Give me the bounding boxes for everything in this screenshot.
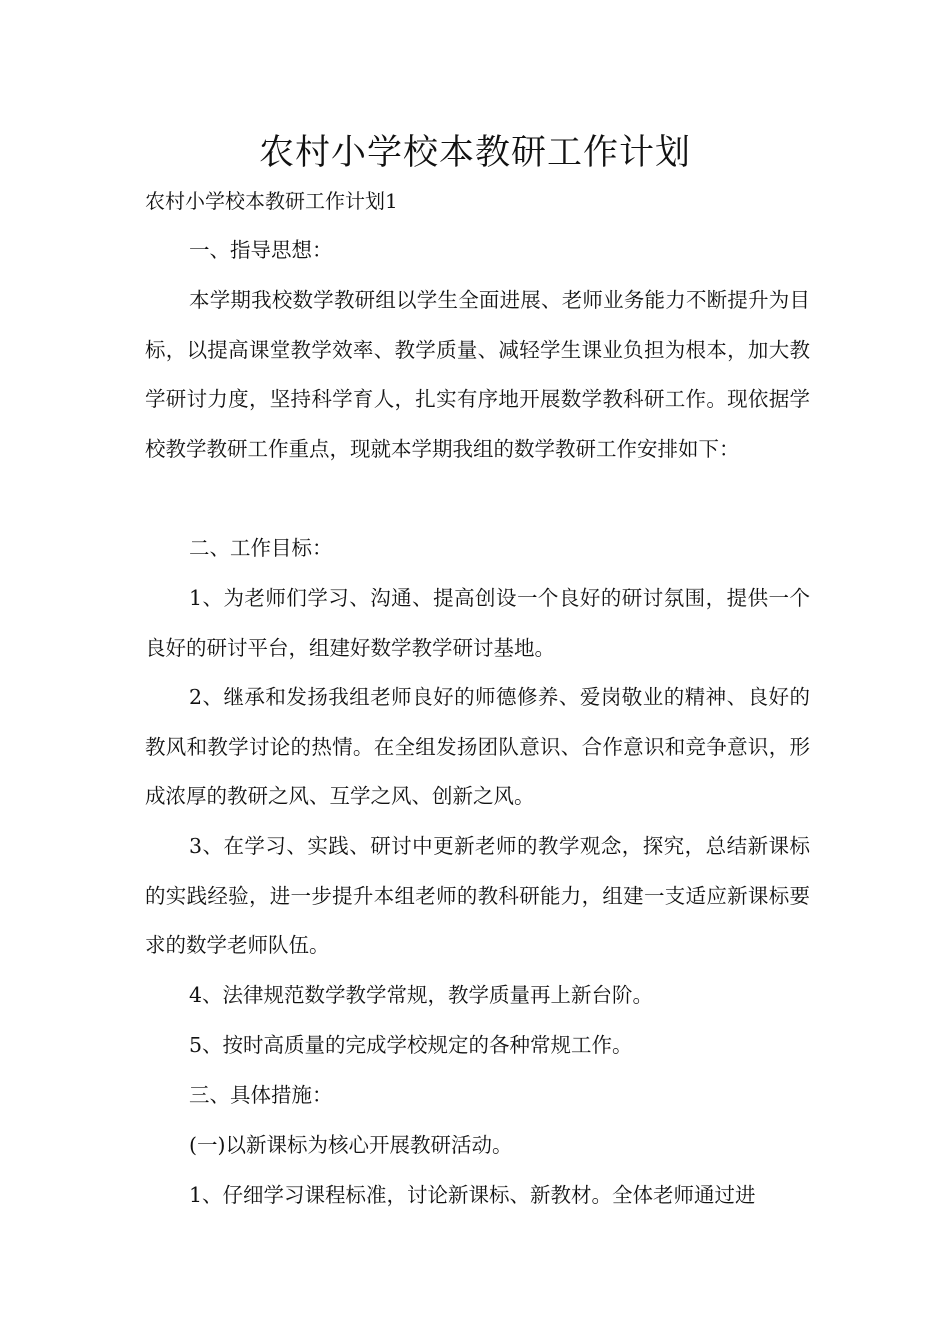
paragraph-goal-1: 1、为老师们学习、沟通、提高创设一个良好的研讨氛围，提供一个良好的研讨平台，组建好数学教学研讨基地。 xyxy=(145,586,810,660)
paragraph-guiding-body: 本学期我校数学教研组以学生全面进展、老师业务能力不断提升为目标，以提高课堂教学效率、教学质量、减轻学生课业负担为根本，加大教学研讨力度，坚持科学育人，扎实有序地开展数学教科研工作。现依据学校教学教研工作重点，现就本学期我组的数学教研工作安排如下： xyxy=(145,288,810,461)
document-subtitle: 农村小学校本教研工作计划1 xyxy=(145,189,398,213)
document-title: 农村小学校本教研工作计划 xyxy=(258,133,691,173)
paragraph-goal-3: 3、在学习、实践、研讨中更新老师的教学观念，探究，总结新课标的实践经验，进一步提升本组老师的教科研能力，组建一支适应新课标要求的数学老师队伍。 xyxy=(145,834,810,957)
paragraph-goal-4: 4、法律规范数学教学常规，教学质量再上新台阶。 xyxy=(189,983,654,1007)
paragraph-goal-2: 2、继承和发扬我组老师良好的师德修养、爱岗敬业的精神、良好的教风和教学讨论的热情。在全组发扬团队意识、合作意识和竞争意识，形成浓厚的教研之风、互学之风、创新之风。 xyxy=(145,685,810,808)
paragraph-measure-section-1: (一)以新课标为核心开展教研活动。 xyxy=(189,1133,513,1157)
paragraph-goals-heading: 二、工作目标： xyxy=(189,536,333,560)
paragraph-measure-1: 1、仔细学习课程标准，讨论新课标、新教材。全体老师通过进 xyxy=(189,1183,756,1207)
paragraph-measures-heading: 三、具体措施： xyxy=(189,1083,333,1107)
paragraph-guiding-heading: 一、指导思想： xyxy=(189,238,333,262)
paragraph-goal-5: 5、按时高质量的完成学校规定的各种常规工作。 xyxy=(189,1033,633,1057)
